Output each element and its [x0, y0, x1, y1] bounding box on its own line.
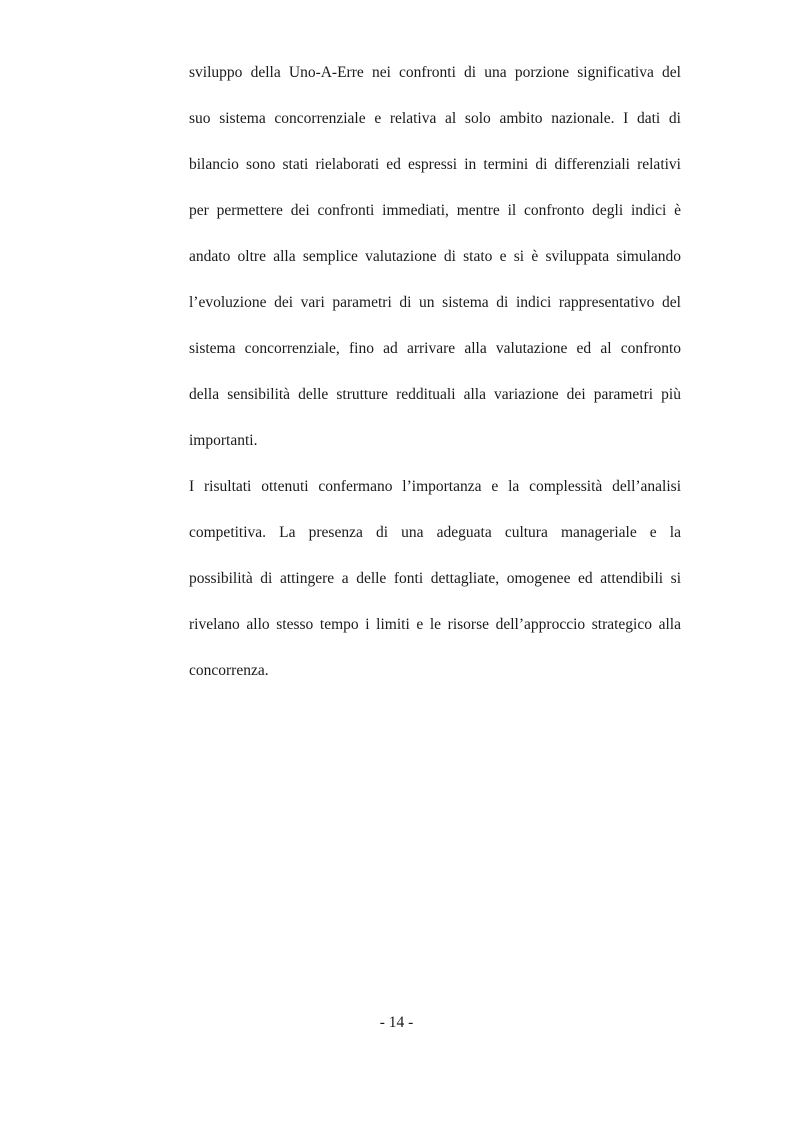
text-line: concorrenza. [189, 662, 269, 679]
text-line: sviluppo della Uno-A-Erre nei confronti di una porzione significativa del [189, 64, 681, 81]
text-line: andato oltre alla semplice valutazione di stato e si è sviluppata simulando [189, 248, 681, 265]
text-line: sistema concorrenziale, fino ad arrivare alla valutazione ed al confronto [189, 340, 681, 357]
text-line: I risultati ottenuti confermano l’importanza e la complessità dell’analisi [189, 478, 681, 495]
text-line: bilancio sono stati rielaborati ed espressi in termini di differenziali relativi [189, 156, 681, 173]
text-line: della sensibilità delle strutture reddituali alla variazione dei parametri più [189, 386, 681, 403]
text-line: l’evoluzione dei vari parametri di un sistema di indici rappresentativo del [189, 294, 681, 311]
page-number: - 14 - [379, 1014, 414, 1031]
text-line: importanti. [189, 432, 258, 449]
text-line: suo sistema concorrenziale e relativa al solo ambito nazionale. I dati di [189, 110, 681, 127]
text-line: per permettere dei confronti immediati, mentre il confronto degli indici è [189, 202, 681, 219]
text-line: rivelano allo stesso tempo i limiti e le risorse dell’approccio strategico alla [189, 616, 681, 633]
text-line: competitiva. La presenza di una adeguata cultura manageriale e la [189, 524, 681, 541]
text-line: possibilità di attingere a delle fonti dettagliate, omogenee ed attendibili si [189, 570, 681, 587]
